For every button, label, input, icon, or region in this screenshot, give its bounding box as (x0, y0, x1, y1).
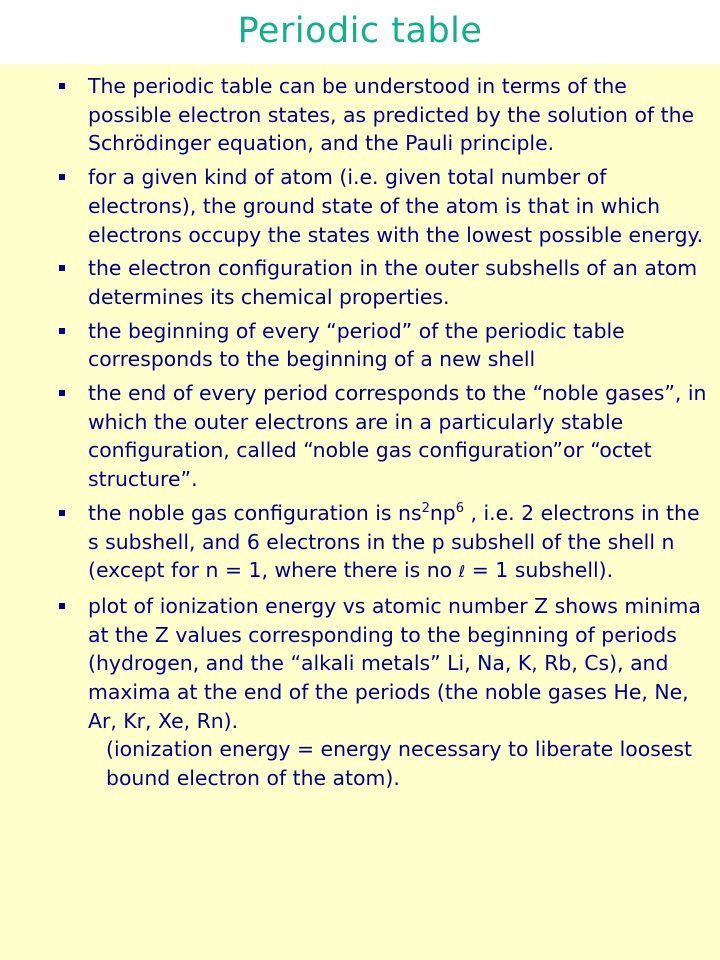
bullet-square-icon (59, 174, 65, 180)
bullet-text: plot of ionization energy vs atomic number Z shows minima at the Z values corresponding to the beginning of periods (hydrogen, and the “alkali metals” Li, Na, K, Rb, Cs), and maxima at the end of the periods (the noble gases He, Ne, Ar, Kr, Xe, Rn). (88, 593, 701, 733)
bullet-square-icon (59, 83, 65, 89)
bullet-square-icon (59, 328, 65, 334)
bullet-text-part: , i.e. 2 electrons in the s subshell, and 6 electrons in the p subshell of the shell n (except for n = 1, where there is no (88, 500, 700, 583)
bullet-note: (ionization energy = energy necessary to liberate loosest bound electron of the atom). (106, 737, 693, 791)
bullet-item (0, 72, 720, 158)
bullet-text-part: np (429, 500, 456, 525)
bullet-item (0, 163, 720, 249)
bullet-text: the beginning of every “period” of the periodic table corresponds to the beginning of a new shell (88, 318, 625, 372)
slide-title: Periodic table (237, 11, 483, 51)
bullet-square-icon (59, 390, 65, 396)
bullet-text-part: the noble gas configuration is ns (88, 500, 422, 525)
bullet-item (0, 592, 720, 793)
superscript: 2 (421, 500, 430, 516)
title-bar (0, 0, 720, 64)
bullet-text: for a given kind of atom (i.e. given total number of electrons), the ground state of the atom is that in which electrons occupy the states with the lowest possible energy. (88, 165, 704, 247)
bullet-text: the end of every period corresponds to the “noble gases”, in which the outer electrons are in a particularly stable configuration, called “noble gas configuration”or “octet structure”. (88, 381, 707, 492)
bullet-item (0, 317, 720, 374)
bullet-square-icon (59, 510, 65, 516)
bullet-text: the electron configuration in the outer subshells of an atom determines its chemical properties. (88, 256, 698, 309)
bullet-text-part: = 1 subshell). (465, 558, 614, 583)
bullet-text: The periodic table can be understood in terms of the possible electron states, as predicted by the solution of the Schrödinger equation, and the Pauli principle. (88, 74, 695, 156)
bullet-item (0, 254, 720, 311)
bullet-item (0, 499, 720, 587)
content-panel (0, 64, 720, 960)
ell-symbol: ℓ (458, 562, 466, 582)
bullet-square-icon (59, 265, 65, 271)
bullet-item (0, 379, 720, 494)
superscript: 6 (455, 500, 465, 516)
bullet-list (0, 72, 720, 798)
bullet-square-icon (59, 603, 65, 609)
